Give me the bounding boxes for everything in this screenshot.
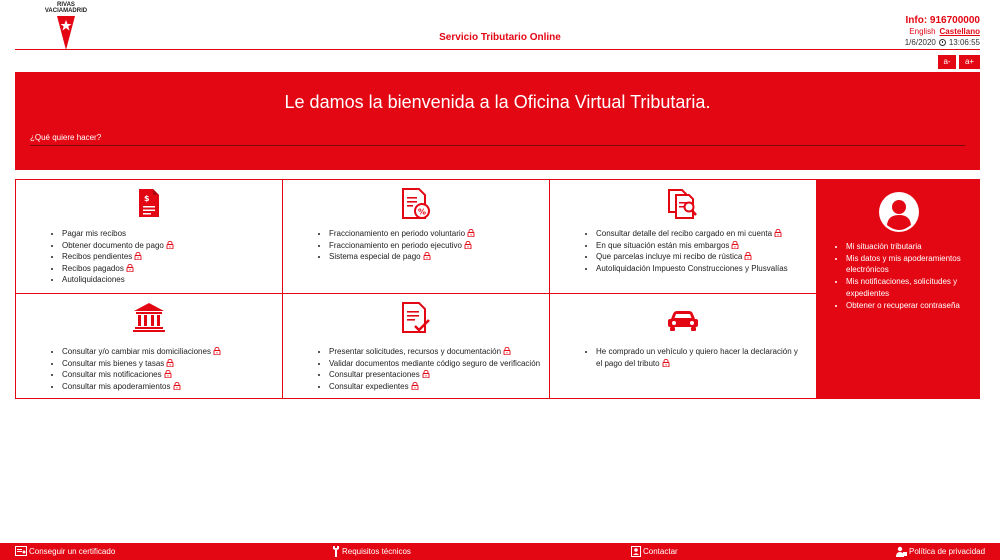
logo-text: RIVAS VACIAMADRID: [44, 2, 88, 14]
privacy-user-icon: [896, 546, 907, 557]
lock-icon: [164, 370, 172, 378]
lock-icon: [731, 241, 739, 249]
font-increase-button[interactable]: a+: [959, 55, 980, 69]
font-decrease-button[interactable]: a-: [938, 55, 956, 69]
what-to-do-label: ¿Qué quiere hacer?: [30, 133, 102, 142]
bank-icon: [133, 302, 165, 332]
bill-dollar-icon: [137, 188, 161, 218]
lock-icon: [774, 229, 782, 237]
list-item[interactable]: • Mis notificaciones, solicitudes y expedientes: [846, 276, 970, 299]
card-domiciliaciones: [15, 293, 283, 399]
banner-divider: [30, 145, 965, 146]
list-item[interactable]: • Presentar solicitudes, recursos y documentación: [329, 346, 540, 358]
card-vehiculo: [549, 293, 817, 399]
list-item[interactable]: • En que situación están mis embargos: [596, 240, 788, 252]
lock-icon: [213, 347, 221, 355]
car-icon: [667, 310, 699, 332]
list-item[interactable]: • Recibos pagados: [62, 263, 174, 275]
list-item[interactable]: • Autoliquidaciones: [62, 274, 174, 286]
list-item[interactable]: • Validar documentos mediante código seguro de verificación: [329, 358, 540, 370]
clock-icon: [939, 39, 946, 46]
lang-english-link[interactable]: English: [909, 27, 936, 36]
document-percent-icon: [401, 188, 431, 220]
list-item[interactable]: • Consultar presentaciones: [329, 369, 540, 381]
svg-text:%: %: [418, 207, 427, 217]
user-icon: [878, 191, 920, 233]
lock-icon: [411, 382, 419, 390]
site-title: Servicio Tributario Online: [439, 32, 561, 43]
list-item[interactable]: • Consultar detalle del recibo cargado en mi cuenta: [596, 228, 788, 240]
header: [0, 0, 1000, 52]
lock-icon: [173, 382, 181, 390]
list-item[interactable]: • Obtener documento de pago: [62, 240, 174, 252]
lock-icon: [166, 359, 174, 367]
documents-search-icon: [667, 188, 699, 220]
svg-text:$: $: [144, 194, 150, 203]
list-item[interactable]: • Obtener o recuperar contraseña: [846, 300, 970, 312]
list-item[interactable]: • Consultar mis notificaciones: [62, 369, 221, 381]
card-solicitudes: [282, 293, 550, 399]
welcome-banner: [15, 72, 980, 170]
card-fraccionamiento: [282, 179, 550, 294]
header-divider: [15, 49, 980, 50]
footer-privacidad-link[interactable]: Política de privacidad: [896, 546, 985, 557]
lock-icon: [464, 241, 472, 249]
list-item[interactable]: • Consultar mis apoderamientos: [62, 381, 221, 393]
list-item[interactable]: • Recibos pendientes: [62, 251, 174, 263]
lock-icon: [134, 252, 142, 260]
time-text: 13:06:55: [948, 38, 980, 47]
wrench-icon: [332, 546, 340, 557]
lang-castellano-link[interactable]: Castellano: [939, 27, 980, 36]
lock-icon: [467, 229, 475, 237]
list-item[interactable]: • He comprado un vehículo y quiero hacer la declaración y el pago del tributo: [596, 346, 806, 369]
lock-icon: [503, 347, 511, 355]
datetime: [905, 38, 980, 47]
list-item[interactable]: • Consultar mis bienes y tasas: [62, 358, 221, 370]
list-item[interactable]: • Fraccionamiento en periodo voluntario: [329, 228, 475, 240]
card-consultas: [549, 179, 817, 294]
card-usuario: [816, 179, 980, 399]
list-item[interactable]: • Fraccionamiento en periodo ejecutivo: [329, 240, 475, 252]
certificate-icon: [15, 546, 27, 556]
date-text: 1/6/2020: [904, 38, 936, 47]
lock-icon: [126, 264, 134, 272]
list-item[interactable]: • Consultar expedientes: [329, 381, 540, 393]
list-item[interactable]: • Sistema especial de pago: [329, 251, 475, 263]
contact-card-icon: [631, 546, 641, 557]
language-switcher: [909, 27, 980, 36]
footer-requisitos-link[interactable]: Requisitos técnicos: [332, 546, 411, 557]
footer-certificado-link[interactable]: Conseguir un certificado: [15, 546, 115, 556]
footer: [0, 543, 1000, 560]
font-size-controls: [938, 55, 980, 69]
info-phone: Info: 916700000: [905, 15, 980, 26]
list-item[interactable]: • Consultar y/o cambiar mis domiciliaciones: [62, 346, 221, 358]
banner-title: Le damos la bienvenida a la Oficina Virtual Tributaria.: [284, 92, 711, 112]
lock-icon: [166, 241, 174, 249]
document-check-icon: [401, 302, 431, 334]
list-item[interactable]: • Pagar mis recibos: [62, 228, 174, 240]
list-item[interactable]: • Autoliquidación Impuesto Construcciones y Plusvalías: [596, 263, 788, 275]
lock-icon: [422, 370, 430, 378]
footer-contactar-link[interactable]: Contactar: [631, 546, 678, 557]
list-item[interactable]: • Mi situación tributaria: [846, 241, 970, 253]
lock-icon: [744, 252, 752, 260]
list-item[interactable]: • Mis datos y mis apoderamientos electrónicos: [846, 253, 970, 276]
services-grid: [15, 179, 980, 399]
lock-icon: [423, 252, 431, 260]
card-recibos: [15, 179, 283, 294]
lock-icon: [662, 359, 670, 367]
list-item[interactable]: • Que parcelas incluye mi recibo de rústica: [596, 251, 788, 263]
